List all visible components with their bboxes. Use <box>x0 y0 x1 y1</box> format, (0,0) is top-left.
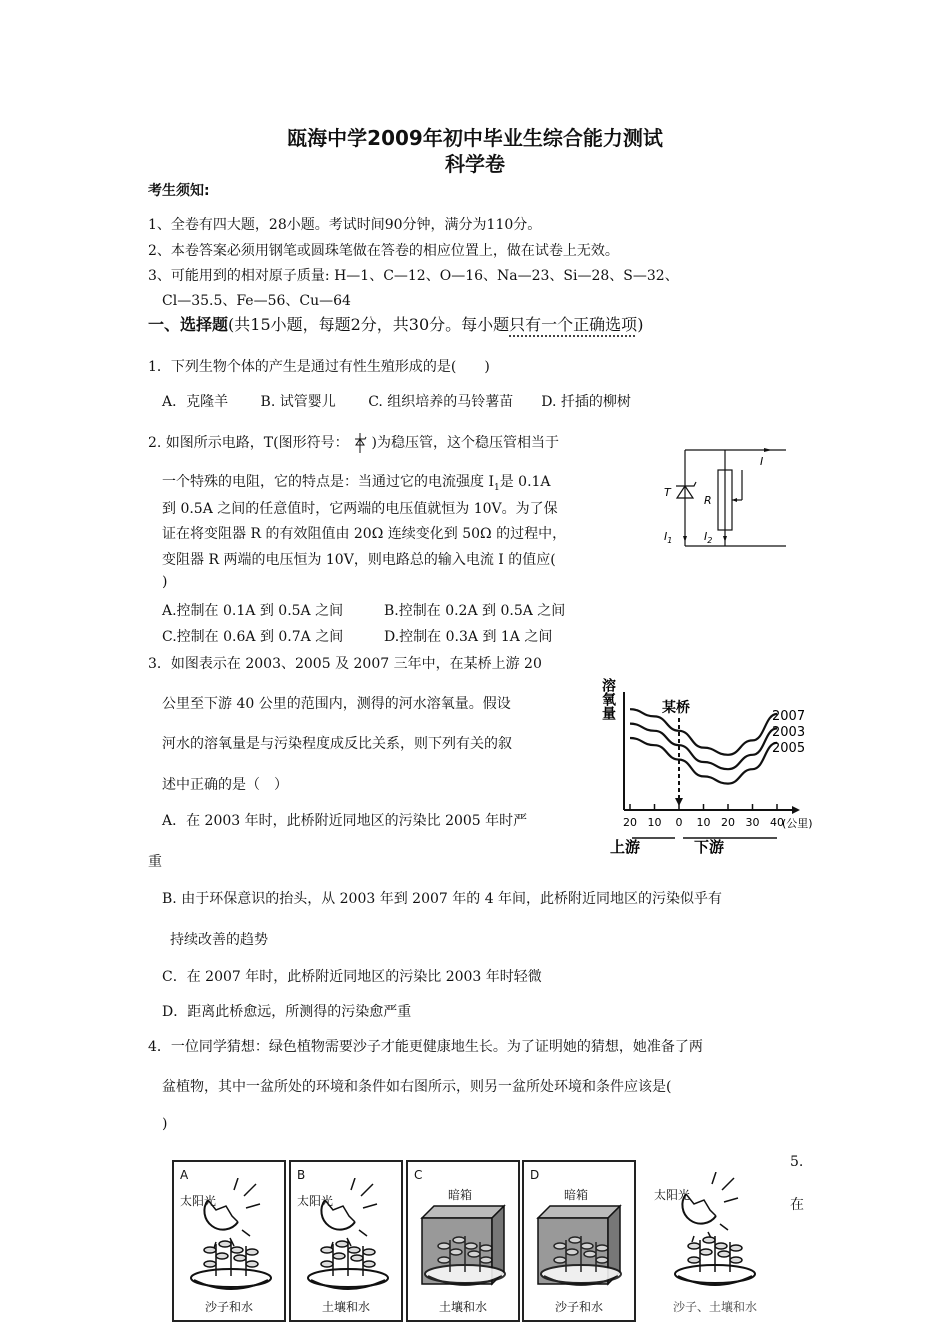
q2-option-c: C.控制在 0.6A 到 0.7A 之间 <box>162 629 344 645</box>
bridge-arrow-icon <box>675 798 683 806</box>
notice-item-3: 3、可能用到的相对原子质量: H—1、C—12、O—16、Na—23、Si—28、S—32、 <box>148 268 679 284</box>
q2-line3: 到 0.5A 之间的任意值时，它两端的电压值就恒为 10V。为了保 <box>162 501 558 517</box>
q3-option-a2: 重 <box>148 854 162 870</box>
zener-symbol-icon <box>353 433 367 453</box>
section-label: 一、选择题 <box>148 315 229 334</box>
panel-caption: 沙子和水 <box>204 1300 253 1314</box>
x-tick-label: 20 <box>623 816 637 829</box>
q2-line1a: 2. 如图所示电路，T(图形符号： <box>148 435 349 451</box>
q3-option-c: C．在 2007 年时，此桥附近同地区的污染比 2003 年时轻微 <box>162 969 542 985</box>
oxygen-chart <box>598 664 830 860</box>
panel-caption: 沙子和水 <box>554 1300 603 1314</box>
x-tick-label: 30 <box>745 816 760 829</box>
q2-line6: ) <box>162 574 168 590</box>
upstream-label: 上游 <box>610 838 641 856</box>
fig-label-i1: $I_1$ <box>664 530 673 545</box>
series-label-2003: 2003 <box>772 725 806 740</box>
circuit-diagram <box>660 440 790 552</box>
page-title: 瓯海中学2009年初中毕业生综合能力测试 <box>287 126 663 150</box>
chart-annotation: 某桥 <box>662 700 690 716</box>
q3-option-b2: 持续改善的趋势 <box>170 932 268 948</box>
series-label-2005: 2005 <box>772 741 806 756</box>
q2-line2 <box>162 471 551 493</box>
series-line-2003 <box>630 724 777 770</box>
section-heading <box>148 312 643 335</box>
notice-item-1: 1、全卷有四大题，28小题。考试时间90分钟，满分为110分。 <box>148 217 542 233</box>
x-tick-label: 10 <box>647 816 662 829</box>
q4-line2: 盆植物，其中一盆所处的环境和条件如右图所示，则另一盆所处环境和条件应该是( <box>162 1079 672 1095</box>
ref-sun-label: 太阳光 <box>654 1188 691 1202</box>
sun-label: 太阳光 <box>180 1194 217 1208</box>
panel-letter: C <box>414 1168 423 1182</box>
option-panel-d <box>522 1160 636 1322</box>
notice-item-4: Cl—35.5、Fe—56、Cu—64 <box>162 293 351 309</box>
downstream-label: 下游 <box>694 838 725 856</box>
q3-line2: 公里至下游 40 公里的范围内，测得的河水溶氧量。假设 <box>162 696 511 712</box>
q4-line1: 4．一位同学猜想：绿色植物需要沙子才能更健康地生长。为了证明她的猜想，她准备了两 <box>148 1039 703 1055</box>
panel-caption: 土壤和水 <box>321 1300 370 1314</box>
chart-xlabel: (公里) <box>782 817 813 830</box>
potted-plant-icon <box>186 1236 276 1296</box>
q4-line3: ) <box>162 1116 168 1132</box>
section-desc-emph: 只有一个正确选项 <box>509 315 638 334</box>
q2-line1 <box>148 432 559 453</box>
q2-option-b: B.控制在 0.2A 到 0.5A 之间 <box>384 603 566 619</box>
fig-label-r: R <box>704 494 712 507</box>
option-panel-c <box>406 1160 520 1322</box>
q3-option-b1: B. 由于环保意识的抬头，从 2003 年到 2007 年的 4 年间，此桥附近同地区的污染似乎有 <box>162 891 723 907</box>
series-line-2007 <box>630 709 777 755</box>
panel-letter: D <box>530 1168 540 1182</box>
q2-line1b: )为稳压管，这个稳压管相当于 <box>371 435 559 451</box>
q3-line3: 河水的溶氧量是与污染程度成反比关系，则下列有关的叙 <box>162 736 512 752</box>
option-panel-a <box>172 1160 286 1322</box>
panel-letter: A <box>180 1168 189 1182</box>
series-line-2005 <box>630 738 777 784</box>
q5-number: 5. <box>790 1154 804 1170</box>
x-tick-label: 0 <box>675 816 683 829</box>
q3-line4: 述中正确的是（ ） <box>162 777 288 793</box>
fig-label-i2: $I_2$ <box>704 530 713 545</box>
x-tick-label: 40 <box>770 816 784 829</box>
q2-option-d: D.控制在 0.3A 到 1A 之间 <box>384 629 553 645</box>
q2-option-a: A.控制在 0.1A 到 0.5A 之间 <box>162 603 344 619</box>
x-tick-label: 10 <box>696 816 711 829</box>
ref-caption: 沙子、土壤和水 <box>672 1300 757 1314</box>
notice-heading: 考生须知: <box>148 183 210 199</box>
q3-option-a1: A．在 2003 年时，此桥附近同地区的污染比 2005 年时严 <box>162 813 528 829</box>
fig-label-t: T <box>664 486 671 499</box>
panel-caption: 土壤和水 <box>438 1300 487 1314</box>
section-desc-post: ) <box>637 315 644 334</box>
q2-line5: 变阻器 R 两端的电压恒为 10V，则电路总的输入电流 I 的值应( <box>162 552 556 568</box>
potted-plant-icon <box>303 1236 393 1296</box>
series-label-2007: 2007 <box>772 709 806 724</box>
q2-line2-tail: 是 0.1A <box>499 474 551 490</box>
box-label: 暗箱 <box>448 1188 473 1202</box>
x-tick-label: 20 <box>721 816 735 829</box>
x-axis-arrow-icon <box>792 806 800 814</box>
box-label: 暗箱 <box>564 1188 589 1202</box>
q3-option-d: D．距离此桥愈远，所测得的污染愈严重 <box>162 1004 412 1020</box>
q1-options: A．克隆羊 B. 试管婴儿 C. 组织培养的马铃薯苗 D. 扦插的柳树 <box>162 394 631 410</box>
q3-line1: 3．如图表示在 2003、2005 及 2007 三年中，在某桥上游 20 <box>148 656 542 672</box>
q2-line2-text: 一个特殊的电阻，它的特点是：当通过它的电流强度 I <box>162 474 494 490</box>
q5-word: 在 <box>790 1197 804 1213</box>
panel-letter: B <box>297 1168 306 1182</box>
page-subtitle: 科学卷 <box>445 152 505 176</box>
q2-line4: 证在将变阻器 R 的有效阻值由 20Ω 连续变化到 50Ω 的过程中， <box>162 526 567 542</box>
fig-label-i: I <box>760 455 764 468</box>
potted-plant-icon <box>420 1232 510 1292</box>
section-desc-pre: (共15小题，每题2分，共30分。每小题 <box>228 315 510 334</box>
potted-plant-icon <box>536 1232 626 1292</box>
reference-figure <box>650 1160 780 1320</box>
potted-plant-icon <box>670 1232 760 1292</box>
chart-ylabel: 溶氧量 <box>600 678 616 720</box>
option-panel-b <box>289 1160 403 1322</box>
q2-line2-sub: 1 <box>493 482 500 493</box>
q1-stem: 1．下列生物个体的产生是通过有性生殖形成的是( ) <box>148 359 490 375</box>
sun-label: 太阳光 <box>297 1194 334 1208</box>
notice-item-2: 2、本卷答案必须用钢笔或圆珠笔做在答卷的相应位置上，做在试卷上无效。 <box>148 243 619 259</box>
